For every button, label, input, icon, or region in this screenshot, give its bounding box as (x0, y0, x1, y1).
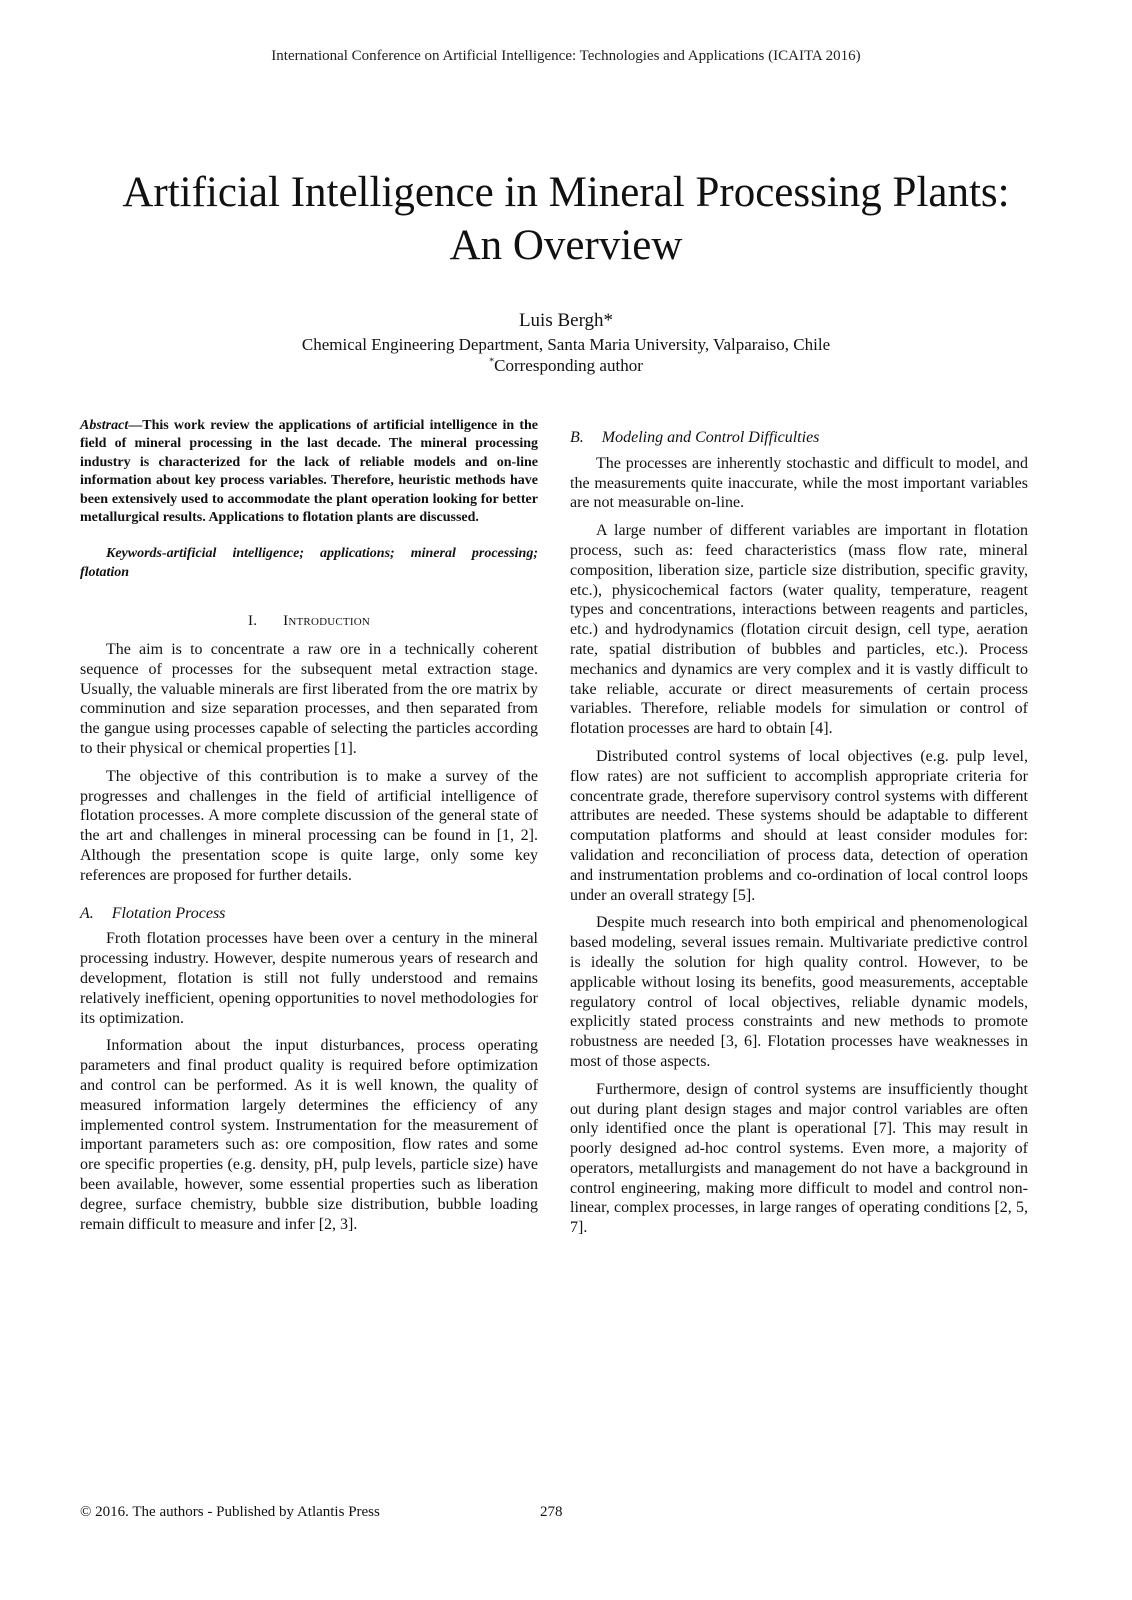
modeling-paragraph-5: Furthermore, design of control systems are insufficiently thought out during plant design stages and major control variables are often only identified once the plant is operational [7]. This may result in poorly designed ad-hoc control systems. Even more, a majority of operators, metallurgists and management do not have a background in control engineering, making more difficult to model and control non-linear, complex processes, in large ranges of operating conditions [2, 5, 7]. (570, 1080, 1028, 1237)
flotation-paragraph-1: Froth flotation processes have been over a century in the mineral processing industry. However, despite numerous years of research and development, flotation is still not fully understood and remains relatively inefficient, opening opportunities to novel methodologies for its optimization. (80, 930, 538, 1027)
abstract-label: Abstract (80, 418, 129, 433)
right-column (570, 428, 1028, 1246)
author-affiliation: Chemical Engineering Department, Santa Maria University, Valparaiso, Chile (301, 335, 831, 354)
subsection-letter: A. (80, 904, 94, 922)
running-head: International Conference on Artificial Intelligence: Technologies and Applications (ICAITA 2016) (271, 48, 861, 64)
subsection-title: Modeling and Control Difficulties (601, 429, 820, 446)
paper-title (60, 166, 1072, 272)
abstract-text: This work review the applications of artificial intelligence in the field of mineral processing in the last decade. The mineral processing industry is characterized for the lack of reliable models and on-line information about key process variables. Therefore, heuristic methods have been extensively used to accommodate the plant operation looking for better metallurgical results. Applications to flotation plants are discussed. (80, 418, 538, 526)
subsection-title: Flotation Process (111, 904, 226, 922)
left-column (80, 417, 538, 1242)
intro-paragraph-1: The aim is to concentrate a raw ore in a technically coherent sequence of processes for the subsequent metal extraction stage. Usually, the valuable minerals are first liberated from the ore matrix by comminution and size separation processes, and then separated from the gangue using processes capable of selecting the particles according to their physical or chemical properties [1]. (80, 641, 538, 758)
author-name: Luis Bergh* (518, 310, 614, 331)
abstract-dash: — (128, 418, 143, 433)
modeling-paragraph-1: The processes are inherently stochastic and difficult to model, and the measurements quite inaccurate, while the most important variables are not measurable on-line. (570, 454, 1028, 512)
corresponding-mark: * (489, 356, 495, 368)
section-title: Introduction (283, 613, 370, 630)
section-number: I. (248, 613, 258, 630)
title-line-1: Artificial Intelligence in Mineral Processing Plants: (122, 169, 1010, 216)
subsection-heading-modeling (570, 428, 1028, 448)
page-number: 278 (540, 1504, 563, 1520)
author-block (0, 308, 1132, 376)
abstract (80, 417, 538, 527)
keywords: Keywords-artificial intelligence; applications; mineral processing; flotation (80, 546, 538, 580)
subsection-letter: B. (570, 429, 584, 446)
modeling-paragraph-2: A large number of different variables are important in flotation process, such as: feed characteristics (mass flow rate, mineral composition, liberation size, particle size distribution, specific gravity, etc.), physicochemical factors (water quality, temperature, reagent types and concentrations, interactions between reagents and particles, etc.) and hydrodynamics (flotation circuit design, cell type, aeration rate, spatial distribution of bubbles and particles, etc.). Process mechanics and dynamics are very complex and it is vastly difficult to take reliable, accurate or direct measurements of certain process variables. Therefore, reliable models for simulation or control of flotation processes are hard to obtain [4]. (570, 522, 1028, 738)
modeling-paragraph-3: Distributed control systems of local objectives (e.g. pulp level, flow rates) are not sufficient to accomplish appropriate criteria for concentrate grade, therefore supervisory control systems with different attributes are needed. These systems should be adaptable to different computation platforms and should at least consider modules for: validation and reconciliation of process data, detection of operation and instrumentation problems and co-ordination of local control loops under an overall strategy [5]. (570, 747, 1028, 904)
intro-paragraph-2: The objective of this contribution is to make a survey of the progresses and challenges in the field of artificial intelligence of flotation processes. A more complete discussion of the general state of the art and challenges in mineral processing can be found in [1, 2]. Although the presentation scope is quite large, only some key references are proposed for further details. (80, 767, 538, 884)
footer-copyright: © 2016. The authors - Published by Atlantis Press (80, 1504, 380, 1520)
section-heading-introduction (80, 612, 538, 632)
corresponding-text: Corresponding author (494, 356, 643, 375)
title-line-2: An Overview (449, 222, 683, 269)
subsection-heading-flotation (80, 904, 538, 924)
modeling-paragraph-4: Despite much research into both empirical and phenomenological based modeling, several issues remain. Multivariate predictive control is ideally the solution for high quality control. However, to be applicable without losing its benefits, good measurements, acceptable regulatory control of local objectives, reliable dynamic models, explicitly stated process constraints and new methods to promote robustness are needed [3, 6]. Flotation processes have weaknesses in most of those aspects. (570, 914, 1028, 1070)
flotation-paragraph-2: Information about the input disturbances, process operating parameters and final product quality is required before optimization and control can be performed. As it is well known, the quality of measured information largely determines the efficiency of any implemented control system. Instrumentation for the measurement of important parameters such as: ore composition, flow rates and some ore specific properties (e.g. density, pH, pulp levels, particle size) have been available, however, some essential properties such as liberation degree, surface chemistry, bubble size distribution, bubble loading remain difficult to measure and infer [2, 3]. (80, 1037, 538, 1233)
corresponding-author-note (0, 356, 1132, 376)
